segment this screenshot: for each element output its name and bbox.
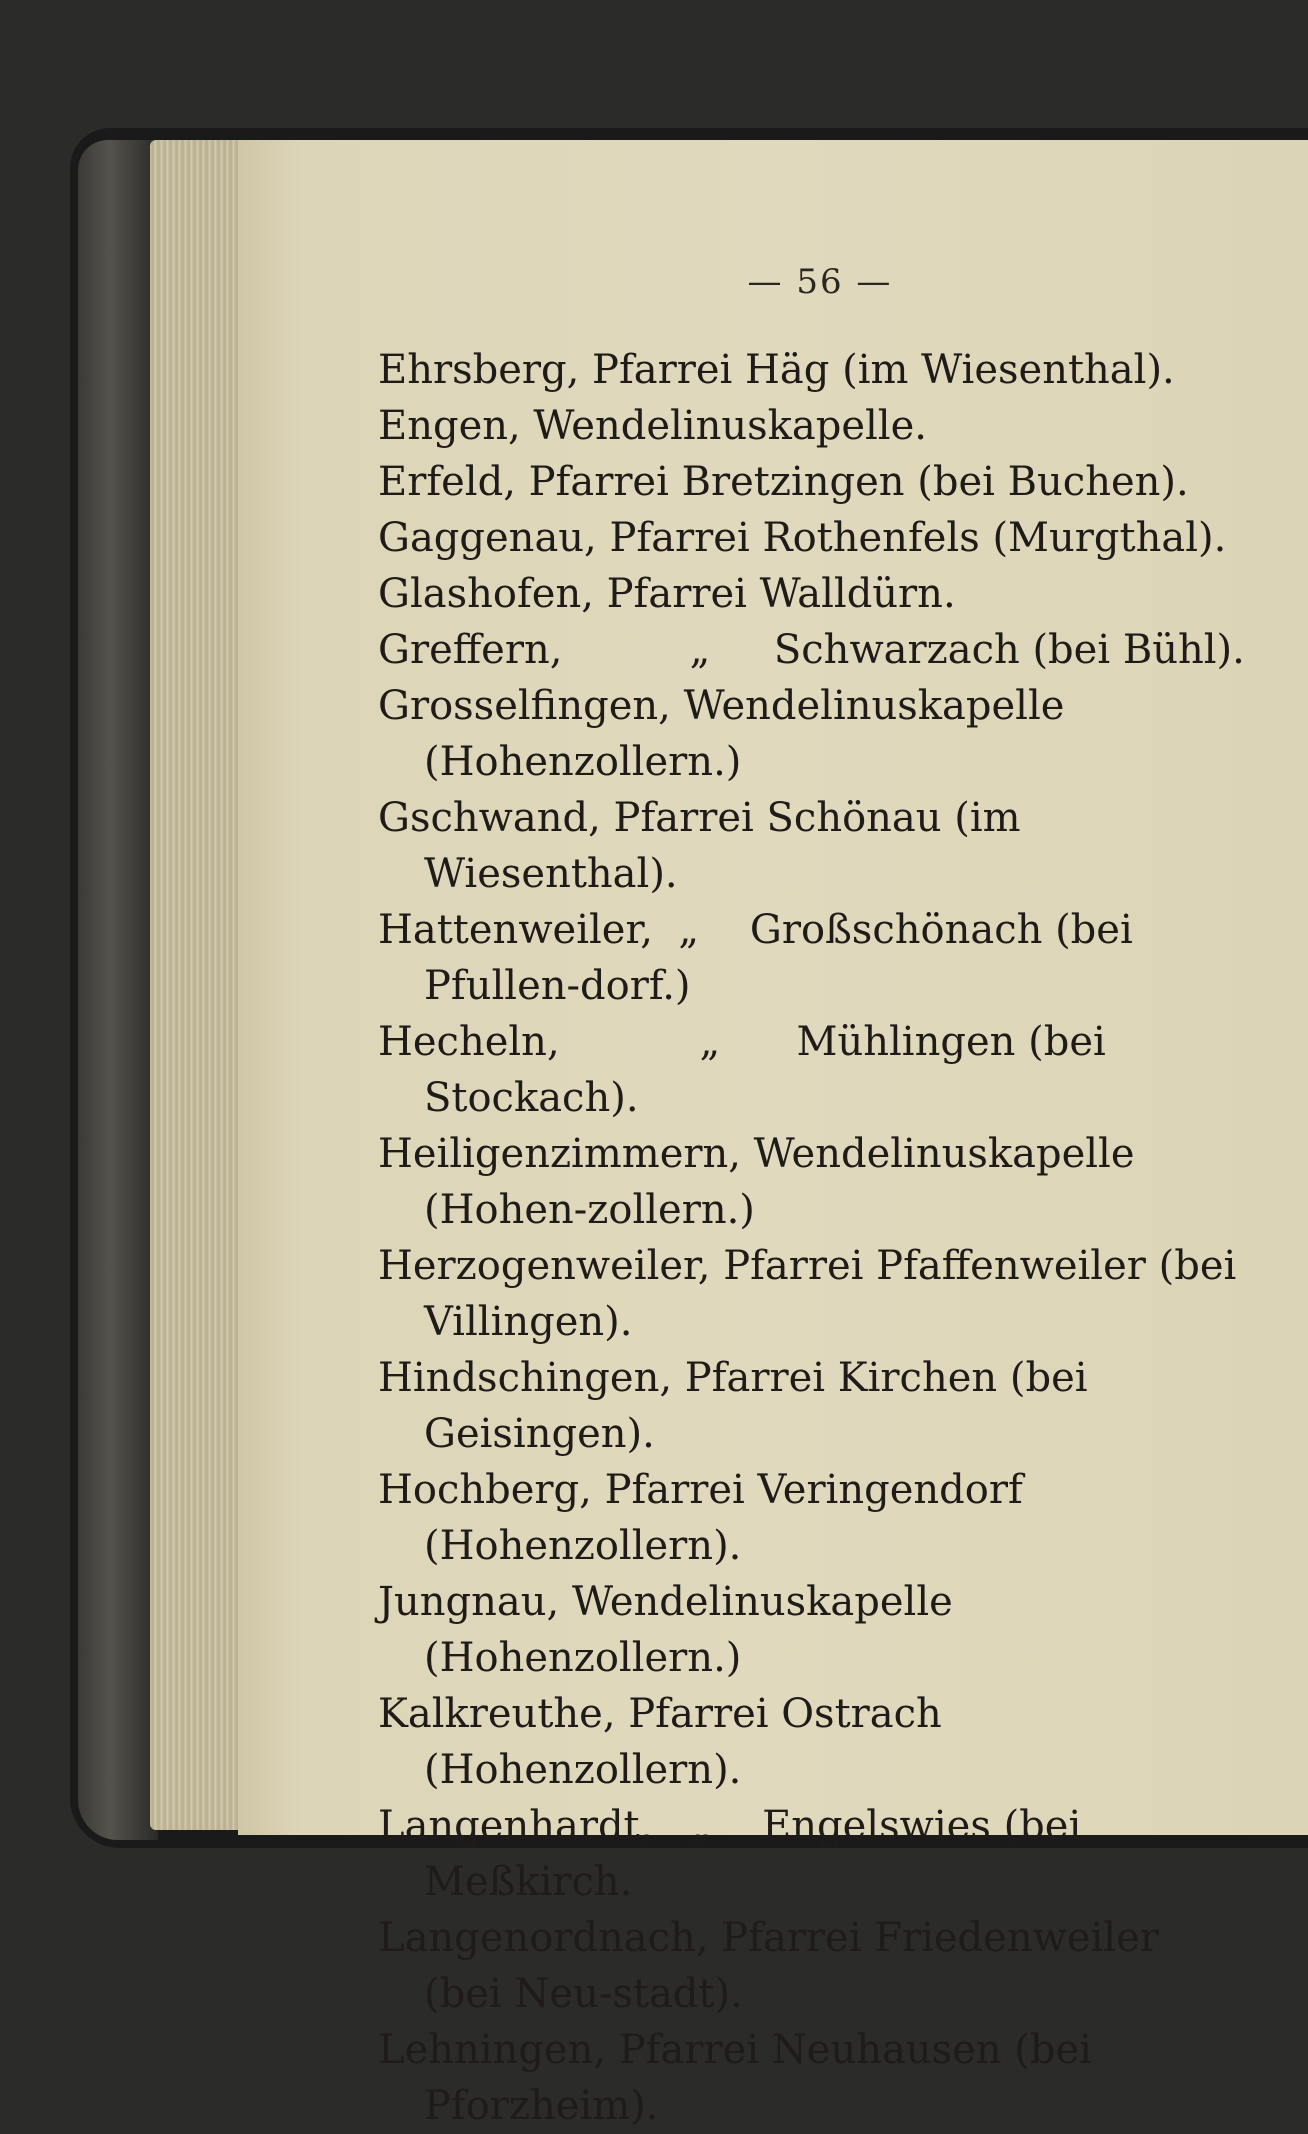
list-item: Herzogenweiler, Pfarrei Pfaffenweiler (bei Villingen). [378, 1243, 1237, 1345]
list-item: Ehrsberg, Pfarrei Häg (im Wiesenthal). [378, 347, 1175, 393]
entry-list [378, 342, 1248, 2134]
page-edges [150, 140, 250, 1830]
page-number: — 56 — [747, 262, 893, 302]
list-item: Hattenweiler, „ Großschönach (bei Pfullen-dorf.) [378, 907, 1146, 1009]
list-item: Gschwand, Pfarrei Schönau (im Wiesenthal). [378, 795, 1021, 897]
list-item: Hindschingen, Pfarrei Kirchen (bei Geisingen). [378, 1355, 1088, 1457]
list-item: Erfeld, Pfarrei Bretzingen (bei Buchen). [378, 459, 1189, 505]
list-item: Glashofen, Pfarrei Walldürn. [378, 571, 956, 617]
list-item: Greffern, „ Schwarzach (bei Bühl). [378, 627, 1245, 673]
list-item: Heiligenzimmern, Wendelinuskapelle (Hohen-zollern.) [378, 1131, 1135, 1233]
list-item: Grosselfingen, Wendelinuskapelle (Hohenzollern.) [378, 683, 1065, 785]
list-item: Lehningen, Pfarrei Neuhausen (bei Pforzheim). [378, 2027, 1092, 2129]
book-spine [78, 140, 158, 1840]
list-item: Langenhardt, „ Engelswies (bei Meßkirch. [378, 1803, 1094, 1905]
list-item: Gaggenau, Pfarrei Rothenfels (Murgthal). [378, 515, 1227, 561]
list-item: Jungnau, Wendelinuskapelle (Hohenzollern.) [378, 1579, 953, 1681]
list-item: Kalkreuthe, Pfarrei Ostrach (Hohenzollern). [378, 1691, 942, 1793]
list-item: Hecheln, „ Mühlingen (bei Stockach). [378, 1019, 1119, 1121]
list-item: Langenordnach, Pfarrei Friedenweiler (bei Neu-stadt). [378, 1915, 1159, 2017]
list-item: Engen, Wendelinuskapelle. [378, 403, 927, 449]
list-item: Hochberg, Pfarrei Veringendorf (Hohenzollern). [378, 1467, 1023, 1569]
